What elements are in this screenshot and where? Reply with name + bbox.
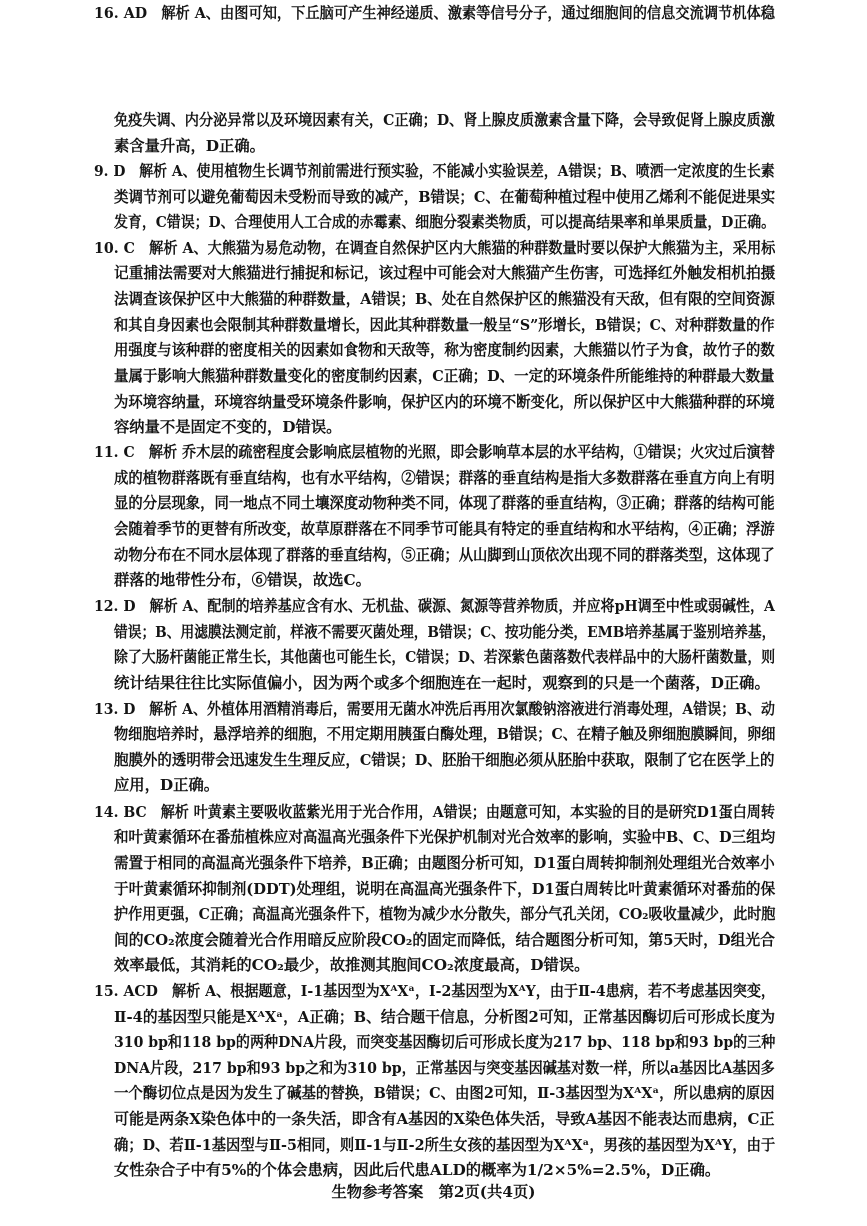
answer-line: 量属于影响大熊猫种群数量变化的密度制约因素，C正确；D、一定的环境条件所能维持的种群最大数量 [114, 367, 775, 385]
question-answer-start: 10. C 解析 A、大熊猫为易危动物，在调查自然保护区内大熊猫的种群数量时要以保护大熊猫为主，采用标 [94, 239, 776, 257]
question-answer-start: 11. C 解析 乔木层的疏密程度会影响底层植物的光照，即会影响草本层的水平结构，①错误；火灾过后演替 [94, 443, 775, 461]
answer-line: 容纳量不是固定不变的，D错误。 [114, 418, 342, 436]
question-answer-start: 12. D 解析 A、配制的培养基应含有水、无机盐、碳源、氮源等营养物质，并应将pH调至中性或弱碱性，A [94, 597, 775, 615]
answer-line: Ⅱ-4的基因型只能是XᴬXᵃ，A正确；B、结合题干信息，分析图2可知，正常基因酶切后可形成长度为 [114, 1008, 775, 1026]
answer-line: 法调查该保护区中大熊猫的种群数量，A错误；B、处在自然保护区的熊猫没有天敌，但有限的空间资源 [114, 290, 775, 308]
answer-line: 物细胞培养时，悬浮培养的细胞，不用定期用胰蛋白酶处理，B错误；C、在精子触及卵细胞膜瞬间，卵细 [114, 725, 776, 743]
question-answer-start: 15. ACD 解析 A、根据题意，Ⅰ-1基因型为XᴬXᵃ，Ⅰ-2基因型为XᴬY，由于Ⅱ-4患病，若不考虑基因突变， [94, 982, 776, 1000]
question-answer-start: 14. BC 解析 叶黄素主要吸收蓝紫光用于光合作用，A错误；由题意可知，本实验的目的是研究D1蛋白周转 [94, 803, 775, 821]
answer-line: DNA片段，217 bp和93 bp之和为310 bp，正常基因与突变基因碱基对数一样，所以a基因比A基因多 [114, 1059, 775, 1077]
answer-line: 类调节剂可以避免葡萄因未受粉而导致的减产，B错误；C、在葡萄种植过程中使用乙烯利不能促进果实 [114, 188, 776, 206]
question-answer-start: 16. AD 解析 A、由图可知，下丘脑可产生神经递质、激素等信号分子，通过细胞间的信息交流调节机体稳 [94, 4, 776, 22]
answer-line: 于叶黄素循环抑制剂(DDT)处理组，说明在高温高光强条件下，D1蛋白周转比叶黄素循环对番茄的保 [114, 880, 776, 898]
answer-line: 间的CO₂浓度会随着光合作用暗反应阶段CO₂的固定而降低，结合题图分析可知，第5天时，D组光合 [114, 931, 775, 949]
answer-line: 动物分布在不同水层体现了群落的垂直结构，⑤正确；从山脚到山顶依次出现不同的群落类型，这体现了 [114, 546, 775, 564]
answer-line: 确；D、若Ⅱ-1基因型与Ⅱ-5相同，则Ⅱ-1与Ⅱ-2所生女孩的基因型为XᴬXᵃ，男孩的基因型为XᴬY，由于 [114, 1136, 776, 1154]
answer-line: 一个酶切位点是因为发生了碱基的替换，B错误；C、由图2可知，Ⅱ-3基因型为XᴬXᵃ，所以患病的原因 [114, 1084, 775, 1102]
question-answer-start: 13. D 解析 A、外植体用酒精消毒后，需要用无菌水冲洗后再用次氯酸钠溶液进行消毒处理，A错误；B、动 [94, 700, 775, 718]
answer-line: 发育，C错误；D、合理使用人工合成的赤霉素、细胞分裂素类物质，可以提高结果率和单果质量，D正确。 [114, 213, 776, 231]
answer-line: 用强度与该种群的密度相关的因素如食物和天敌等，称为密度制约因素，大熊猫以竹子为食，故竹子的数 [114, 341, 775, 359]
answer-line: 护作用更强，C正确；高温高光强条件下，植物为减少水分散失，部分气孔关闭，CO₂吸收量减少，此时胞 [114, 905, 776, 923]
answer-line: 显的分层现象，同一地点不同土壤深度动物种类不同，体现了群落的垂直结构，③正确；群落的结构可能 [114, 494, 775, 512]
answer-line: 错误；B、用滤膜法测定前，样液不需要灭菌处理，B错误；C、按功能分类，EMB培养基属于鉴别培养基， [114, 623, 776, 641]
page-footer: 生物参考答案 第2页(共4页) [331, 1183, 536, 1201]
answer-line: 免疫失调、内分泌异常以及环境因素有关，C正确；D、肾上腺皮质激素含量下降，会导致促肾上腺皮质激 [114, 111, 775, 129]
question-answer-start: 9. D 解析 A、使用植物生长调节剂前需进行预实验，不能减小实验误差，A错误；B、喷洒一定浓度的生长素 [94, 162, 775, 180]
answer-line: 除了大肠杆菌能正常生长，其他菌也可能生长，C错误；D、若深紫色菌落数代表样品中的大肠杆菌数量，则 [114, 648, 776, 666]
answer-line: 统计结果往往比实际值偏小，因为两个或多个细胞连在一起时，观察到的只是一个菌落，D正确。 [114, 674, 770, 692]
answer-line: 和叶黄素循环在番茄植株应对高温高光强条件下光保护机制对光合效率的影响，实验中B、C、D三组均 [114, 828, 776, 846]
answer-line: 可能是两条X染色体中的一条失活，即含有A基因的X染色体失活，导致A基因不能表达而患病，C正 [114, 1110, 775, 1128]
answer-line: 女性杂合子中有5%的个体会患病，因此后代患ALD的概率为1/2×5%=2.5%，D正确。 [114, 1161, 721, 1179]
answer-line: 应用，D正确。 [114, 776, 220, 794]
answer-line: 效率最低，其消耗的CO₂最少，故推测其胞间CO₂浓度最高，D错误。 [114, 956, 590, 974]
answer-line: 群落的地带性分布，⑥错误，故选C。 [114, 571, 371, 589]
answer-line: 310 bp和118 bp的两种DNA片段，而突变基因酶切后可形成长度为217 bp、118 bp和93 bp的三种 [114, 1033, 776, 1051]
answer-line: 为环境容纳量，环境容纳量受环境条件影响，保护区内的环境不断变化，所以保护区中大熊猫种群的环境 [114, 393, 775, 411]
answer-line: 素含量升高，D正确。 [114, 137, 265, 155]
answer-line: 和其自身因素也会限制其种群数量增长，因此其种群数量一般呈“S”形增长，B错误；C、对种群数量的作 [114, 316, 775, 334]
answer-line: 记重捕法需要对大熊猫进行捕捉和标记，该过程中可能会对大熊猫产生伤害，可选择红外触发相机拍摄 [114, 264, 776, 282]
answer-line: 会随着季节的更替有所改变，故草原群落在不同季节可能具有特定的垂直结构和水平结构，④正确；浮游 [114, 520, 775, 538]
answer-line: 胞膜外的透明带会迅速发生生理反应，C错误；D、胚胎干细胞必须从胚胎中获取，限制了它在医学上的 [114, 751, 775, 769]
answer-line: 需置于相同的高温高光强条件下培养，B正确；由题图分析可知，D1蛋白周转抑制剂处理组光合效率小 [114, 854, 775, 872]
answer-line: 成的植物群落既有垂直结构，也有水平结构，②错误；群落的垂直结构是指大多数群落在垂直方向上有明 [114, 469, 775, 487]
